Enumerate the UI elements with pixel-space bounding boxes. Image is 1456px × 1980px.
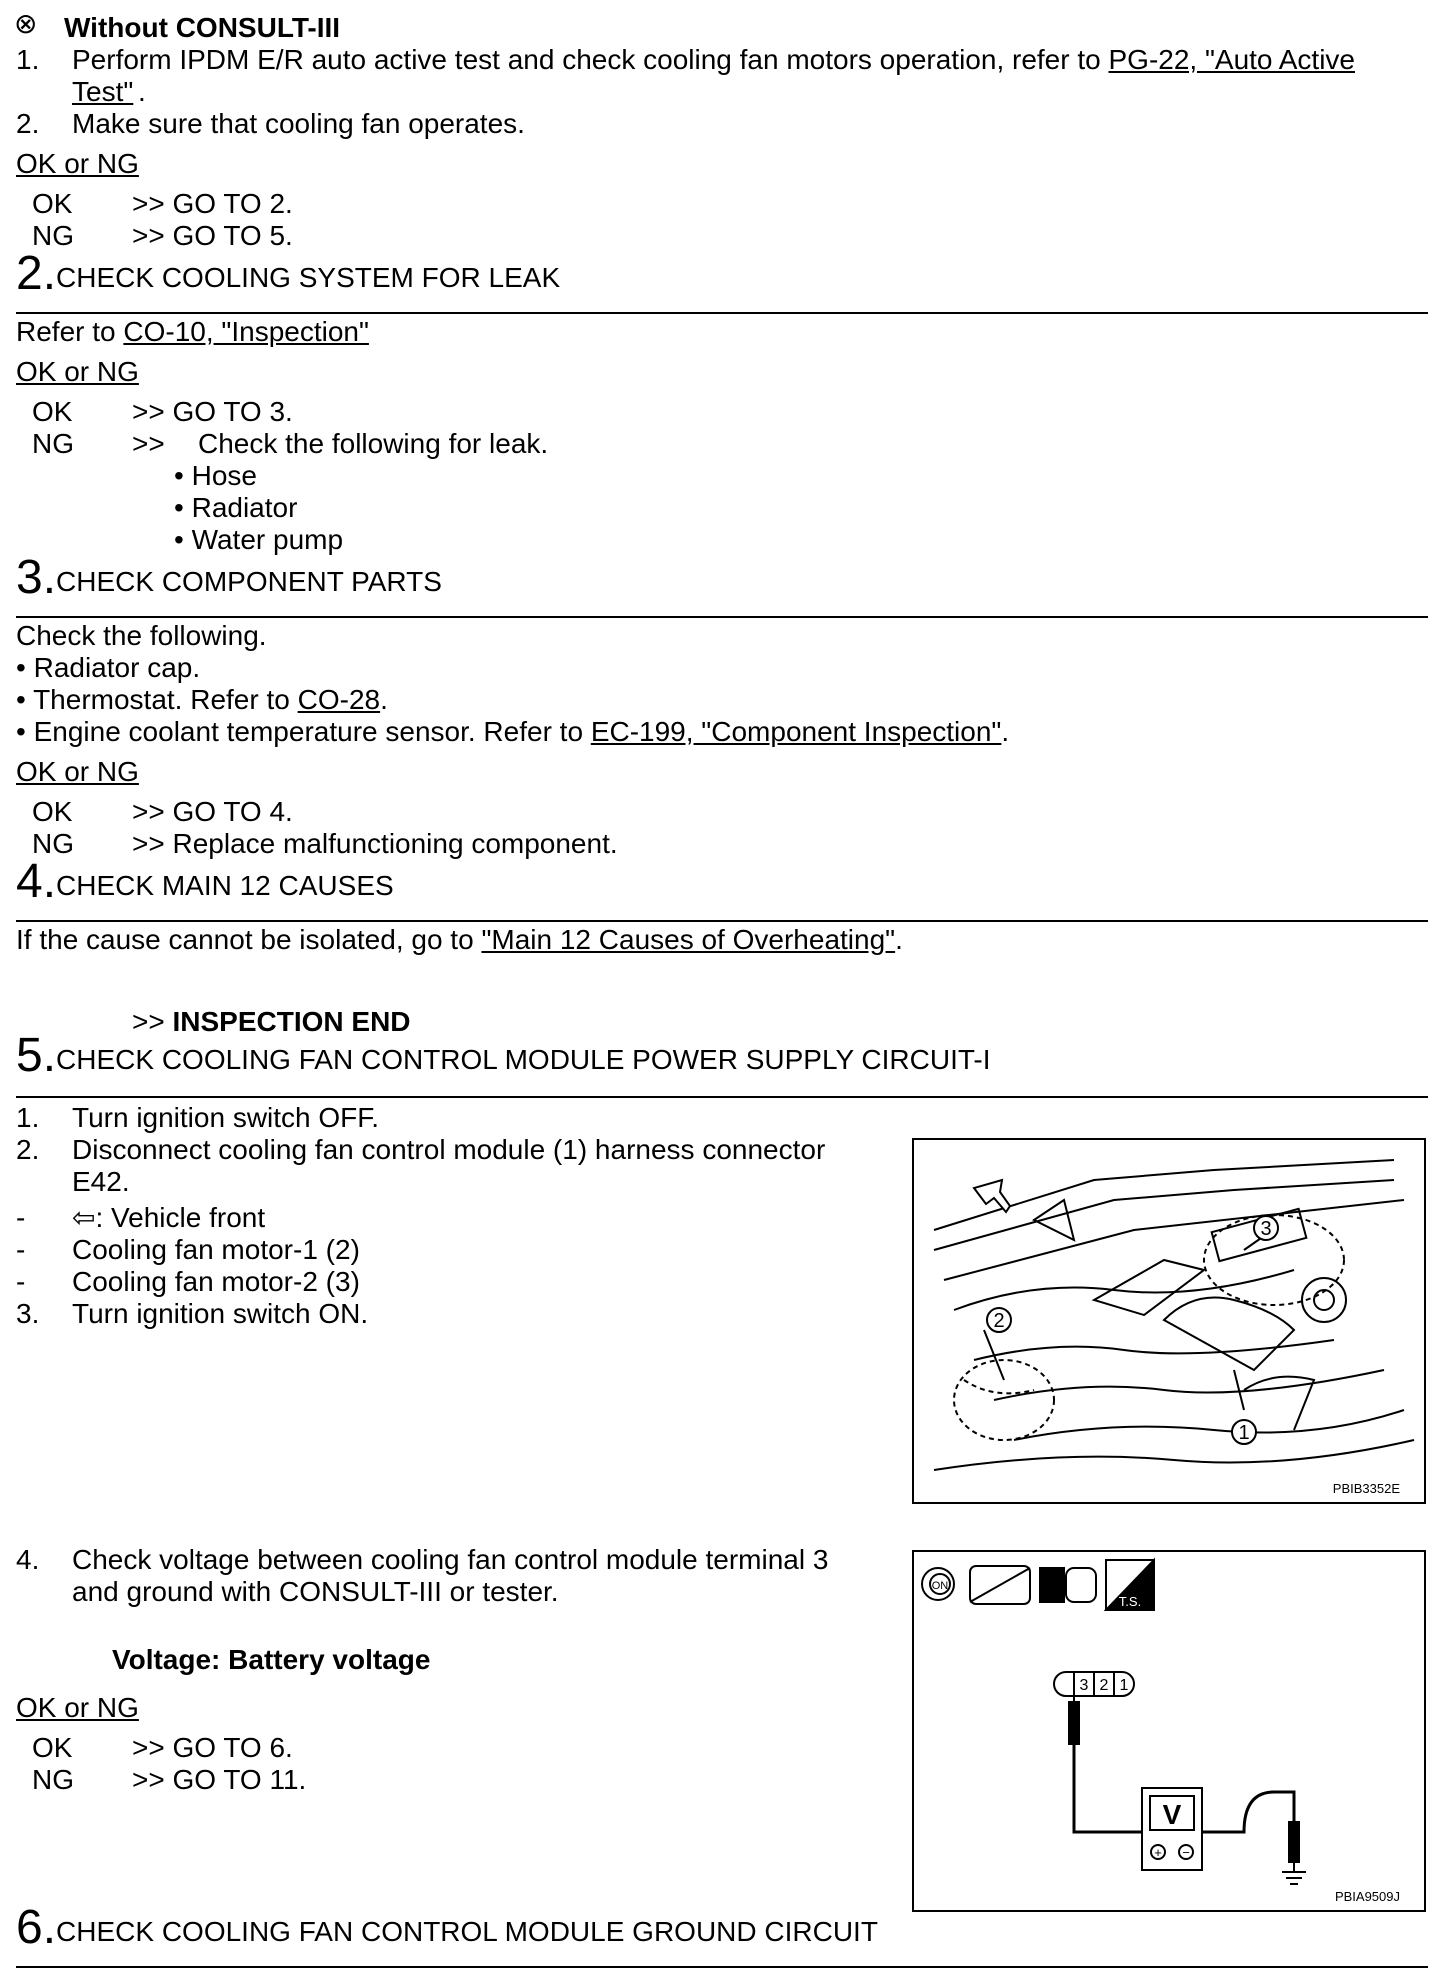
note-text: Cooling fan motor-1 (2) [72, 1234, 360, 1265]
divider [16, 1966, 1428, 1968]
bullet-item: • Thermostat. Refer to CO-28. [16, 684, 388, 715]
voltmeter-label: V [1162, 1799, 1182, 1830]
body-text: Check the following. [16, 620, 267, 651]
result-ok-action: >> GO TO 4. [132, 796, 293, 827]
list-item-text: Make sure that cooling fan operates. [72, 108, 525, 139]
ok-ng-label: OK or NG [16, 756, 139, 787]
inspection-end: >> INSPECTION END [132, 1006, 411, 1037]
ref-link[interactable]: CO-10, "Inspection" [123, 316, 369, 347]
voltage-check-illustration [914, 1552, 1424, 1910]
divider [16, 312, 1428, 314]
ref-link[interactable]: EC-199, "Component Inspection" [590, 716, 1002, 747]
result-ok-action: >> GO TO 2. [132, 188, 293, 219]
bullet-item: • Hose [174, 460, 257, 491]
list-item-text: Perform IPDM E/R auto active test and check cooling fan motors operation, refer to PG-22, "Auto Active [72, 44, 1355, 75]
divider [16, 920, 1428, 922]
result-ng-marker: >> [132, 428, 165, 459]
step-heading-5: 5.CHECK COOLING FAN CONTROL MODULE POWER SUPPLY CIRCUIT-I [16, 1029, 991, 1082]
list-dash: - [16, 1234, 26, 1265]
result-ng-action: >> Replace malfunctioning component. [132, 828, 618, 859]
figure-id: PBIB3352E [1332, 1481, 1400, 1496]
ok-ng-label: OK or NG [16, 1692, 139, 1723]
list-item-text: . [138, 76, 146, 107]
result-ng: NG [32, 828, 74, 859]
body-text: Refer to CO-10, "Inspection" [16, 316, 369, 347]
spec-value: Voltage: Battery voltage [112, 1644, 431, 1675]
list-item-text: E42. [72, 1166, 130, 1197]
step-heading-3: 3.CHECK COMPONENT PARTS [16, 551, 442, 604]
result-ng-action: >> GO TO 11. [132, 1764, 307, 1795]
ref-link[interactable]: PG-22, "Auto Active [1108, 44, 1355, 75]
list-number: 3. [16, 1298, 40, 1329]
note-text: ⇦: Vehicle front [72, 1202, 266, 1233]
list-number: 4. [16, 1544, 40, 1575]
list-dash: - [16, 1266, 26, 1297]
callout-1: 1 [1238, 1422, 1250, 1444]
result-ng-action: Check the following for leak. [198, 428, 549, 459]
ts-label: T.S. [1118, 1594, 1142, 1609]
result-ok: OK [32, 396, 73, 427]
probe-minus: − [1182, 1845, 1190, 1860]
note-text: Cooling fan motor-2 (3) [72, 1266, 360, 1297]
list-item-text: and ground with CONSULT-III or tester. [72, 1576, 559, 1607]
result-ok: OK [32, 796, 73, 827]
connector-icon [1040, 1568, 1064, 1602]
engine-bay-illustration [914, 1140, 1424, 1502]
divider [16, 616, 1428, 618]
bullet-item: • Radiator cap. [16, 652, 201, 683]
voltage-check-figure [912, 1550, 1426, 1912]
list-item-text: Turn ignition switch OFF. [72, 1102, 380, 1133]
list-item-text: Disconnect cooling fan control module (1) harness connector [72, 1134, 826, 1165]
bullet-item: • Radiator [174, 492, 298, 523]
list-item-text: Turn ignition switch ON. [72, 1298, 369, 1329]
probe-plus: + [1154, 1845, 1162, 1860]
result-ok: OK [32, 1732, 73, 1763]
list-dash: - [16, 1202, 26, 1233]
ignition-on-label: ON [931, 1580, 949, 1592]
list-number: 2. [16, 108, 40, 139]
result-ng-action: >> GO TO 5. [132, 220, 293, 251]
connector-terminal-2: 2 [1099, 1677, 1109, 1694]
body-text: If the cause cannot be isolated, go to "Main 12 Causes of Overheating". [16, 924, 903, 955]
engine-bay-figure [912, 1138, 1426, 1504]
callout-2: 2 [993, 1310, 1005, 1332]
result-ng: NG [32, 220, 74, 251]
callout-3: 3 [1260, 1218, 1272, 1240]
list-number: 1. [16, 44, 40, 75]
ref-link[interactable]: Test" [72, 76, 134, 107]
step-heading-4: 4.CHECK MAIN 12 CAUSES [16, 855, 394, 908]
bullet-item: • Water pump [174, 524, 344, 555]
divider [16, 1096, 1428, 1098]
no-consult-icon: ⊗ [14, 8, 38, 39]
connector-terminal-3: 3 [1079, 1677, 1089, 1694]
result-ng: NG [32, 1764, 74, 1795]
section-heading: Without CONSULT-III [64, 12, 341, 43]
step-heading-6: 6.CHECK COOLING FAN CONTROL MODULE GROUND CIRCUIT [16, 1901, 878, 1954]
ref-link[interactable]: "Main 12 Causes of Overheating" [481, 924, 896, 955]
ref-link[interactable]: CO-28 [297, 684, 381, 715]
result-ng: NG [32, 428, 74, 459]
result-ok-action: >> GO TO 3. [132, 396, 293, 427]
list-number: 1. [16, 1102, 40, 1133]
result-ok: OK [32, 188, 73, 219]
ok-ng-label: OK or NG [16, 356, 139, 387]
list-number: 2. [16, 1134, 40, 1165]
connector-terminal-1: 1 [1119, 1677, 1129, 1694]
bullet-item: • Engine coolant temperature sensor. Refer to EC-199, "Component Inspection". [16, 716, 1010, 747]
figure-id: PBIA9509J [1334, 1889, 1400, 1904]
list-item-text: Check voltage between cooling fan control module terminal 3 [72, 1544, 829, 1575]
result-ok-action: >> GO TO 6. [132, 1732, 293, 1763]
arrow-left-icon: ⇦ [72, 1202, 96, 1233]
step-heading-2: 2.CHECK COOLING SYSTEM FOR LEAK [16, 247, 561, 300]
ok-ng-label: OK or NG [16, 148, 139, 179]
